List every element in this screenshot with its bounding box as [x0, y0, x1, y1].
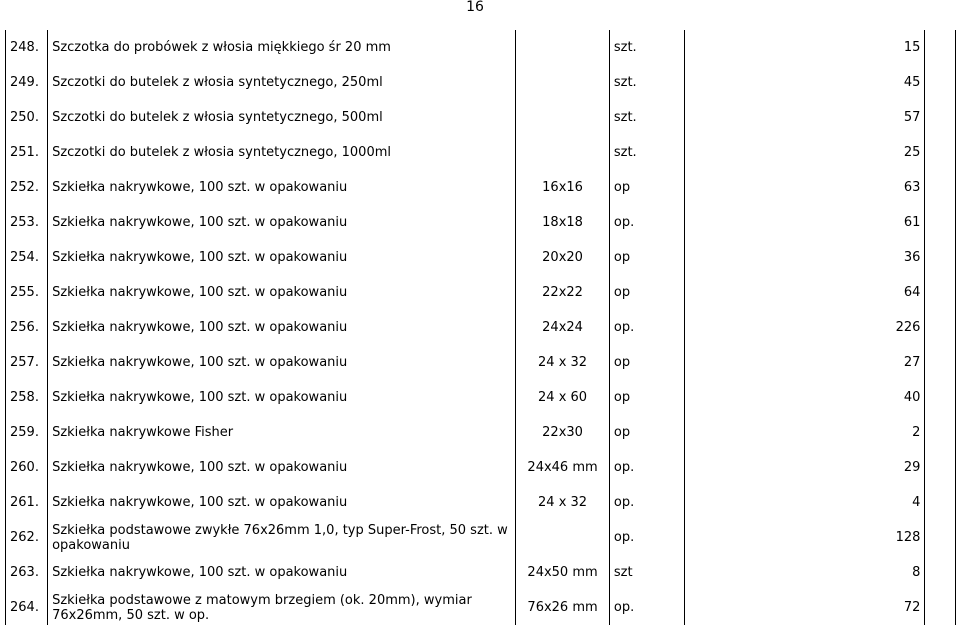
item-number: 263. [6, 555, 48, 590]
empty-cell [925, 30, 956, 65]
item-number: 251. [6, 135, 48, 170]
item-number: 256. [6, 310, 48, 345]
item-name: Szkiełka nakrywkowe, 100 szt. w opakowaniu [48, 485, 516, 520]
table-row [6, 415, 956, 450]
empty-cell [925, 310, 956, 345]
item-quantity: 63 [684, 170, 925, 205]
item-quantity: 72 [684, 590, 925, 625]
item-name: Szkiełka podstawowe zwykłe 76x26mm 1,0, typ Super-Frost, 50 szt. w opakowaniu [48, 520, 516, 555]
item-unit: op [609, 415, 684, 450]
item-number: 252. [6, 170, 48, 205]
empty-cell [925, 205, 956, 240]
item-unit: op [609, 275, 684, 310]
item-number: 259. [6, 415, 48, 450]
item-number: 260. [6, 450, 48, 485]
table-row [6, 310, 956, 345]
item-size: 22x22 [516, 275, 610, 310]
item-unit: szt. [609, 100, 684, 135]
item-name: Szkiełka nakrywkowe, 100 szt. w opakowaniu [48, 275, 516, 310]
item-unit: op. [609, 590, 684, 625]
item-quantity: 29 [684, 450, 925, 485]
item-size: 24 x 32 [516, 345, 610, 380]
empty-cell [925, 415, 956, 450]
item-size [516, 520, 610, 555]
item-quantity: 4 [684, 485, 925, 520]
item-number: 253. [6, 205, 48, 240]
empty-cell [925, 275, 956, 310]
empty-cell [925, 240, 956, 275]
item-number: 261. [6, 485, 48, 520]
item-name: Szkiełka nakrywkowe, 100 szt. w opakowaniu [48, 170, 516, 205]
item-number: 258. [6, 380, 48, 415]
item-number: 254. [6, 240, 48, 275]
item-size [516, 135, 610, 170]
empty-cell [925, 485, 956, 520]
item-unit: op. [609, 310, 684, 345]
item-quantity: 226 [684, 310, 925, 345]
item-size: 24 x 32 [516, 485, 610, 520]
item-quantity: 64 [684, 275, 925, 310]
item-quantity: 8 [684, 555, 925, 590]
item-name: Szczotki do butelek z włosia syntetycznego, 1000ml [48, 135, 516, 170]
item-quantity: 40 [684, 380, 925, 415]
item-size: 18x18 [516, 205, 610, 240]
item-size: 20x20 [516, 240, 610, 275]
item-number: 264. [6, 590, 48, 625]
item-quantity: 15 [684, 30, 925, 65]
page-number: 16 [466, 0, 484, 15]
item-quantity: 2 [684, 415, 925, 450]
item-name: Szkiełka nakrywkowe, 100 szt. w opakowaniu [48, 555, 516, 590]
item-name: Szczotka do probówek z włosia miękkiego śr 20 mm [48, 30, 516, 65]
item-quantity: 128 [684, 520, 925, 555]
item-number: 255. [6, 275, 48, 310]
items-table-body [6, 30, 956, 625]
item-quantity: 36 [684, 240, 925, 275]
item-number: 250. [6, 100, 48, 135]
item-size: 76x26 mm [516, 590, 610, 625]
empty-cell [925, 100, 956, 135]
table-row [6, 275, 956, 310]
item-number: 248. [6, 30, 48, 65]
table-row [6, 135, 956, 170]
item-size: 16x16 [516, 170, 610, 205]
item-unit: szt. [609, 65, 684, 100]
table-row [6, 30, 956, 65]
item-unit: op. [609, 450, 684, 485]
item-name: Szczotki do butelek z włosia syntetycznego, 500ml [48, 100, 516, 135]
empty-cell [925, 345, 956, 380]
item-name: Szczotki do butelek z włosia syntetycznego, 250ml [48, 65, 516, 100]
item-unit: szt. [609, 30, 684, 65]
item-size [516, 30, 610, 65]
item-name: Szkiełka nakrywkowe Fisher [48, 415, 516, 450]
empty-cell [925, 65, 956, 100]
item-size: 22x30 [516, 415, 610, 450]
table-row [6, 380, 956, 415]
table-row [6, 450, 956, 485]
item-size [516, 65, 610, 100]
item-quantity: 61 [684, 205, 925, 240]
table-row [6, 520, 956, 555]
item-unit: op [609, 345, 684, 380]
item-unit: op [609, 170, 684, 205]
table-row [6, 65, 956, 100]
table-row [6, 345, 956, 380]
table-row [6, 485, 956, 520]
table-row [6, 590, 956, 625]
table-row [6, 205, 956, 240]
item-size: 24x46 mm [516, 450, 610, 485]
items-table [5, 30, 956, 625]
item-size [516, 100, 610, 135]
item-name: Szkiełka nakrywkowe, 100 szt. w opakowaniu [48, 380, 516, 415]
table-row [6, 170, 956, 205]
table-row [6, 240, 956, 275]
empty-cell [925, 135, 956, 170]
item-number: 249. [6, 65, 48, 100]
item-unit: op. [609, 485, 684, 520]
item-name: Szkiełka podstawowe z matowym brzegiem (ok. 20mm), wymiar 76x26mm, 50 szt. w op. [48, 590, 516, 625]
item-size: 24x24 [516, 310, 610, 345]
empty-cell [925, 450, 956, 485]
empty-cell [925, 555, 956, 590]
empty-cell [925, 380, 956, 415]
table-row [6, 100, 956, 135]
item-quantity: 45 [684, 65, 925, 100]
item-number: 257. [6, 345, 48, 380]
item-name: Szkiełka nakrywkowe, 100 szt. w opakowaniu [48, 240, 516, 275]
table-row [6, 555, 956, 590]
item-unit: op. [609, 205, 684, 240]
item-quantity: 25 [684, 135, 925, 170]
item-unit: op [609, 380, 684, 415]
item-unit: op [609, 240, 684, 275]
item-number: 262. [6, 520, 48, 555]
item-quantity: 57 [684, 100, 925, 135]
item-unit: szt. [609, 135, 684, 170]
empty-cell [925, 520, 956, 555]
item-name: Szkiełka nakrywkowe, 100 szt. w opakowaniu [48, 450, 516, 485]
item-unit: op. [609, 520, 684, 555]
item-size: 24 x 60 [516, 380, 610, 415]
item-name: Szkiełka nakrywkowe, 100 szt. w opakowaniu [48, 345, 516, 380]
empty-cell [925, 170, 956, 205]
item-unit: szt [609, 555, 684, 590]
item-quantity: 27 [684, 345, 925, 380]
item-name: Szkiełka nakrywkowe, 100 szt. w opakowaniu [48, 310, 516, 345]
item-size: 24x50 mm [516, 555, 610, 590]
item-name: Szkiełka nakrywkowe, 100 szt. w opakowaniu [48, 205, 516, 240]
empty-cell [925, 590, 956, 625]
